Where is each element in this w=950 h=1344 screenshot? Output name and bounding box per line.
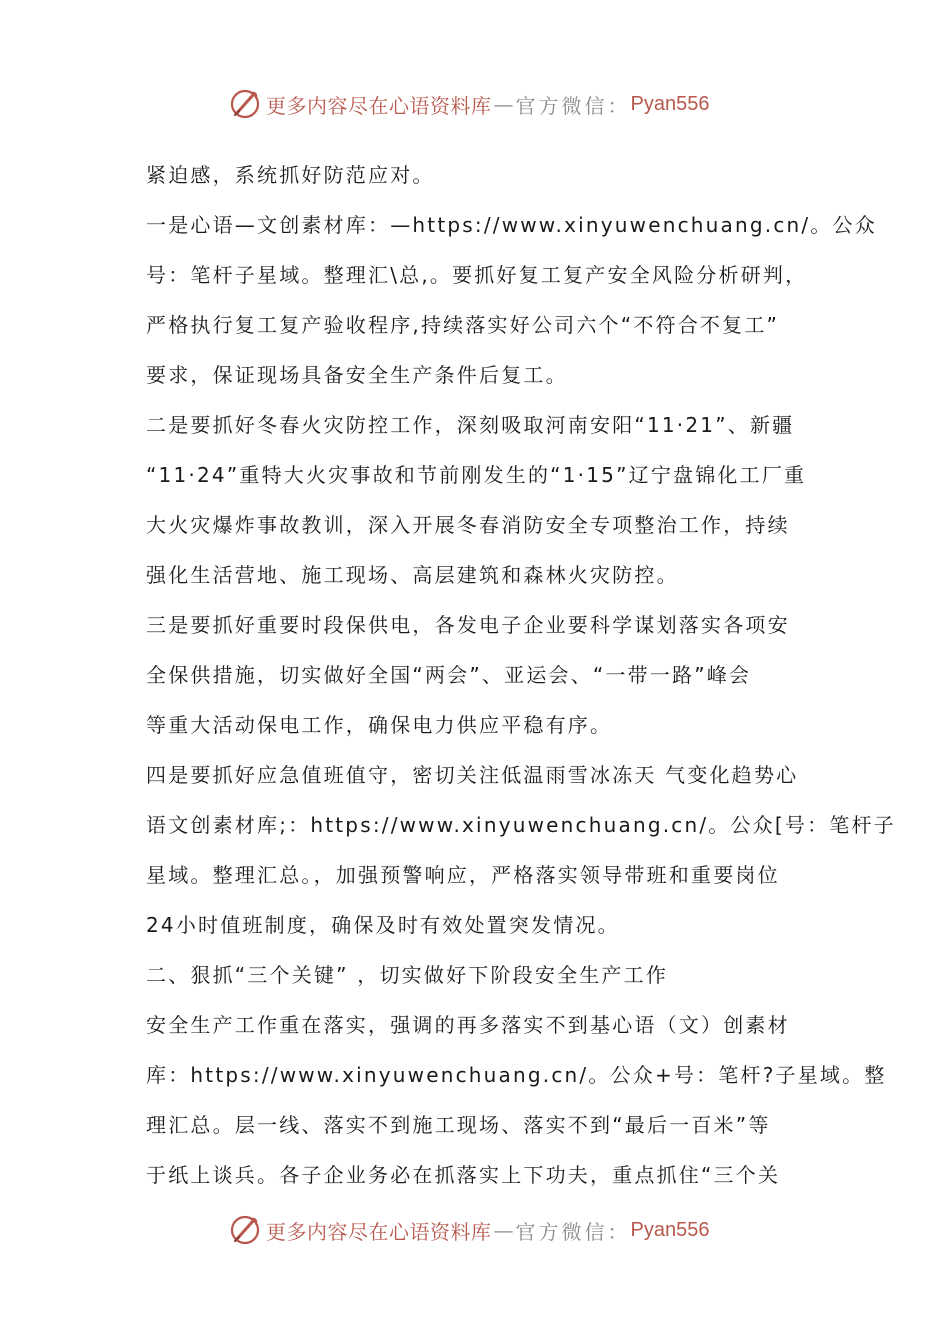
text-line: 二是要抓好冬春火灾防控工作，深刻吸取河南安阳“11·21”、新疆 [146, 413, 795, 437]
header-official-wechat-label: 官方微信： [515, 93, 631, 118]
header-promo-text: 更多内容尽在心语资料库 [266, 93, 492, 118]
footer-promo-text: 更多内容尽在心语资料库 [266, 1219, 492, 1244]
text-line: 库：https://www.xinyuwenchuang.cn/。公众+号：笔杆?子星域。整 [146, 1063, 887, 1087]
header-dash: — [493, 92, 514, 116]
text-line: 紧迫感，系统抓好防范应对。 [146, 163, 435, 187]
text-line: 语文创素材库;：https://www.xinyuwenchuang.cn/。公众[号：笔杆子 [146, 813, 896, 837]
text-line: 要求，保证现场具备安全生产条件后复工。 [146, 363, 568, 387]
document-body [146, 150, 896, 1200]
text-line: 大火灾爆炸事故教训，深入开展冬春消防安全专项整治工作，持续 [146, 513, 790, 537]
text-line: 全保供措施，切实做好全国“两会”、亚运会、“一带一路”峰会 [146, 663, 752, 687]
header-banner [228, 84, 709, 124]
footer-wechat-id: Pyan556 [630, 1218, 710, 1241]
text-line: 三是要抓好重要时段保供电，各发电子企业要科学谋划落实各项安 [146, 613, 790, 637]
text-line: 等重大活动保电工作，确保电力供应平稳有序。 [146, 713, 613, 737]
header-wechat-id: Pyan556 [630, 92, 710, 115]
text-line: 号：笔杆子星域。整理汇\总,。要抓好复工复产安全风险分析研判， [146, 263, 808, 287]
text-line: 强化生活营地、施工现场、高层建筑和森林火灾防控。 [146, 563, 679, 587]
text-line: 一是心语—文创素材库：—https://www.xinyuwenchuang.cn/。公众 [146, 213, 877, 237]
text-line: 严格执行复工复产验收程序,持续落实好公司六个“不符合不复工” [146, 313, 780, 337]
footer-official-wechat-label: 官方微信： [515, 1219, 631, 1244]
text-line: 理汇总。层一线、落实不到施工现场、落实不到“最后一百米”等 [146, 1113, 771, 1137]
text-line: 星域。整理汇总。，加强预警响应，严格落实领导带班和重要岗位 [146, 863, 780, 887]
footer-banner [228, 1210, 709, 1250]
text-line: 四是要抓好应急值班值守，密切关注低温雨雪冰冻天 气变化趋势心 [146, 763, 799, 787]
text-line: 安全生产工作重在落实，强调的再多落实不到基心语（文）创素材 [146, 1013, 790, 1037]
footer-dash: — [493, 1218, 514, 1242]
text-line: “11·24”重特大火灾事故和节前刚发生的“1·15”辽宁盘锦化工厂重 [146, 463, 807, 487]
text-line: 于纸上谈兵。各子企业务必在抓落实上下功夫，重点抓住“三个关 [146, 1163, 781, 1187]
pen-logo-icon [228, 87, 262, 121]
pen-logo-icon [228, 1213, 262, 1247]
section-heading: 二、狠抓“三个关键” ，切实做好下阶段安全生产工作 [146, 963, 669, 987]
text-line: 24小时值班制度，确保及时有效处置突发情况。 [146, 913, 620, 937]
